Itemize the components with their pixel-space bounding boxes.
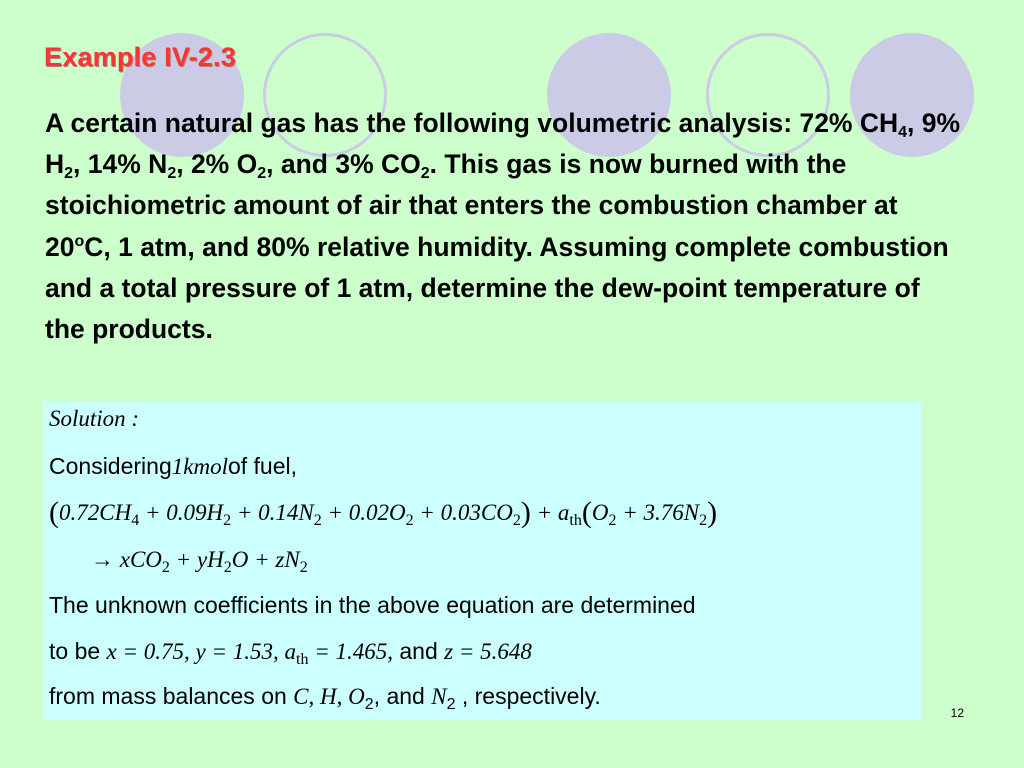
solution-line-unknowns: The unknown coefficients in the above equation are determined: [49, 592, 696, 618]
solution-box: [43, 402, 921, 720]
equation-reactants: $(0.72CH_4 + 0.09H_2 + 0.14N_2 + 0.02O_2 + 0.03CO_2) + a_{th}(O_2 + 3.76N_2)$: [49, 496, 718, 529]
problem-statement: A certain natural gas has the following volumetric analysis: 72% $CH_4$, 9% $H_2$, 14% $N_2$, 2% $O_2$, and 3% $CO_2$. This gas is now burned with the stoichiometric amount of air that enters the combustion chamber at 20$^o$C, 1 atm, and 80% relative humidity. Assuming complete combustion and a total pressure of 1 atm, determine the dew-point temperature of the products.: [45, 108, 961, 345]
solution-line-values: to be x = 0.75, y = 1.53, $a_{th} = 1.465$, and z = 5.648: [49, 638, 532, 668]
solution-line-considering: Considering1kmolof fuel,: [49, 453, 298, 479]
slide-title: Example IV-2.3: [44, 42, 236, 72]
solution-heading: Solution :: [49, 406, 140, 431]
equation-products: → $xCO_2 + yH_2O + zN_2$: [91, 547, 308, 576]
solution-line-mass-balances: from mass balances on C, H, $O_2$, and $N_2$ , respectively.: [49, 683, 601, 713]
page-number: 12: [950, 706, 964, 720]
